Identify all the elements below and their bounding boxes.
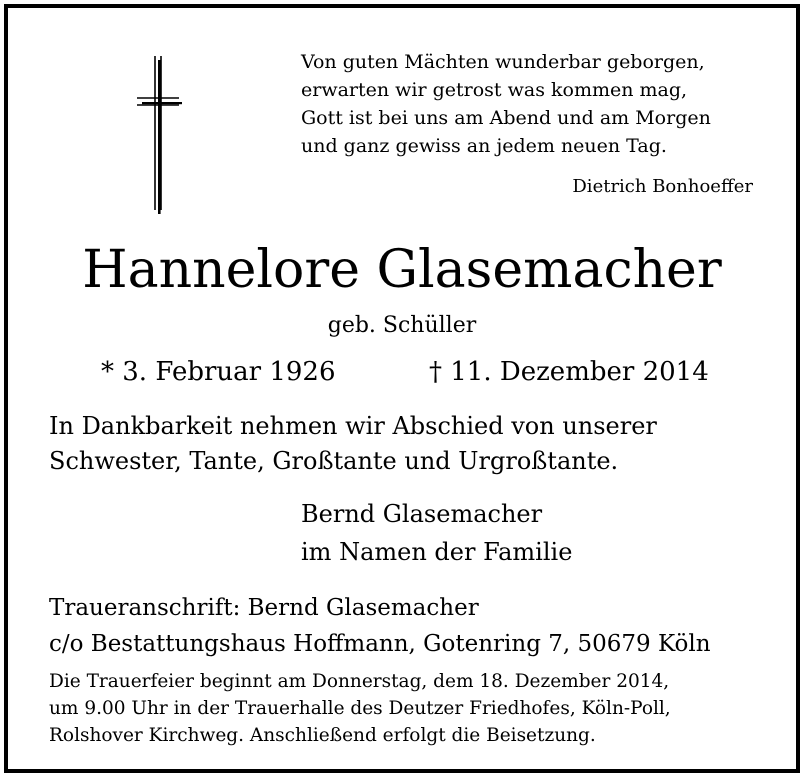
- mourning-address: [49, 590, 711, 662]
- signers: [301, 495, 572, 571]
- ceremony-line: um 9.00 Uhr in der Trauerhalle des Deutzer Friedhofes, Köln-Poll,: [49, 698, 671, 719]
- cross-icon: [134, 54, 182, 214]
- poem-line: Gott ist bei uns am Abend und am Morgen: [301, 107, 711, 129]
- ceremony-line: Die Trauerfeier beginnt am Donnerstag, dem 18. Dezember 2014,: [49, 671, 670, 692]
- signer-note: im Namen der Familie: [301, 538, 573, 566]
- poem-line: erwarten wir getrost was kommen mag,: [301, 79, 688, 101]
- message-line: In Dankbarkeit nehmen wir Abschied von unserer: [49, 412, 657, 440]
- message-line: Schwester, Tante, Großtante und Urgroßtante.: [49, 447, 619, 475]
- address-line: Traueranschrift: Bernd Glasemacher: [49, 595, 479, 621]
- poem: [301, 48, 711, 160]
- deceased-name: Hannelore Glasemacher: [82, 240, 722, 300]
- poem-author: Dietrich Bonhoeffer: [572, 176, 753, 197]
- maiden-name: geb. Schüller: [327, 313, 477, 338]
- death-date: † 11. Dezember 2014: [429, 357, 709, 387]
- poem-line: und ganz gewiss an jedem neuen Tag.: [301, 135, 667, 157]
- poem-line: Von guten Mächten wunderbar geborgen,: [301, 51, 705, 73]
- ceremony-line: Rolshover Kirchweg. Anschließend erfolgt die Beisetzung.: [49, 725, 596, 746]
- birth-date: * 3. Februar 1926: [101, 357, 336, 387]
- ceremony-info: [49, 668, 671, 749]
- obituary-notice: [4, 4, 800, 773]
- address-line: c/o Bestattungshaus Hoffmann, Gotenring 7, 50679 Köln: [49, 631, 711, 657]
- farewell-message: [49, 409, 657, 479]
- signer-name: Bernd Glasemacher: [301, 500, 543, 528]
